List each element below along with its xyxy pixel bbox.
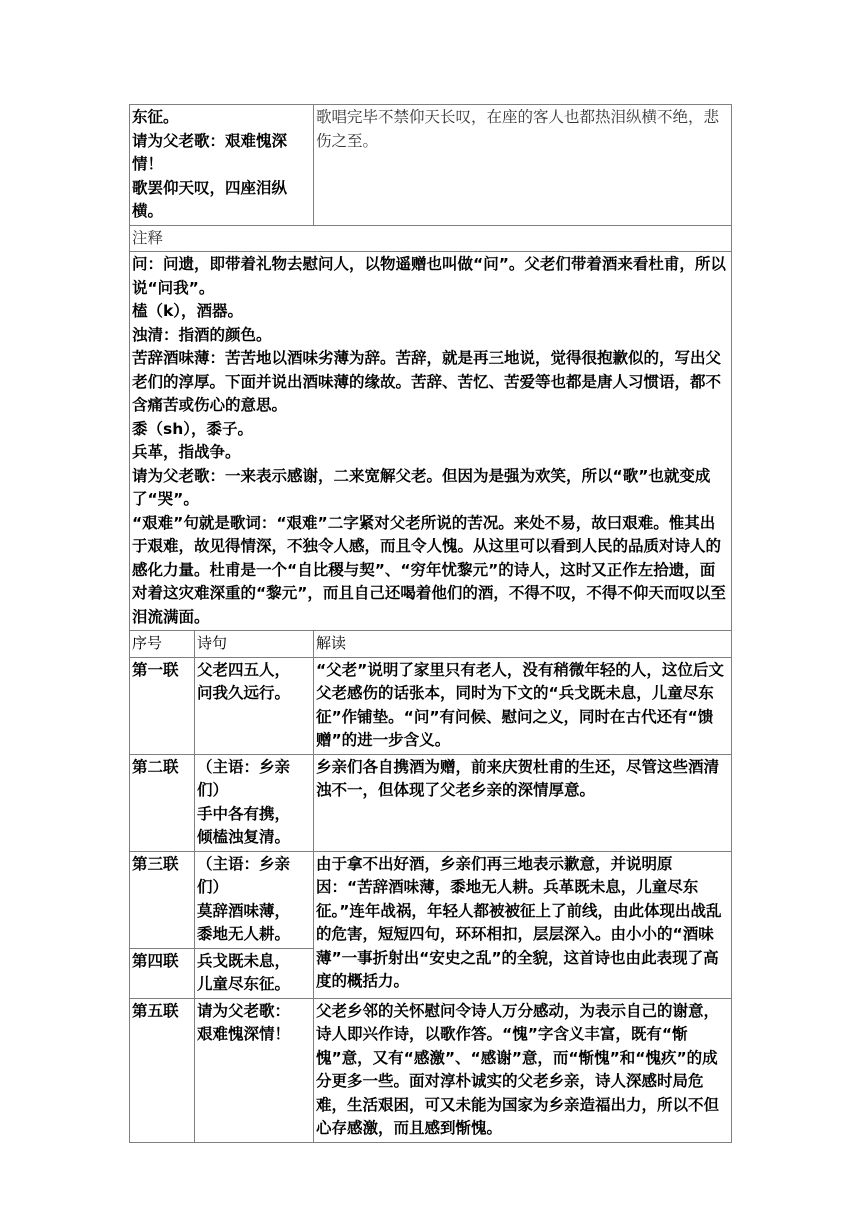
verse-line: 兵戈既未息， bbox=[197, 951, 291, 970]
verse-line: 请为父老歌：艰难愧深情！ bbox=[132, 131, 288, 173]
row-number: 第二联 bbox=[130, 754, 195, 851]
verse-cell bbox=[130, 105, 314, 226]
analysis-row bbox=[130, 754, 732, 851]
note-item: 请为父老歌：一来表示感谢，二来宽解父老。但因为是强为欢笑，所以“歌”也就变成了“哭”。 bbox=[132, 466, 711, 508]
row-number: 第三联 bbox=[130, 851, 195, 948]
document-page bbox=[129, 104, 731, 1143]
translation-cell: 歌唱完毕不禁仰天长叹，在座的客人也都热泪纵横不绝，悲伤之至。 bbox=[314, 105, 732, 226]
analysis-row bbox=[130, 657, 732, 754]
note-item: 问：问遗，即带着礼物去慰问人，以物遥赠也叫做“问”。父老们带着酒来看杜甫，所以说“问我”。 bbox=[132, 255, 726, 297]
row-reading: 父老乡邻的关怀慰问令诗人万分感动，为表示自己的谢意，诗人即兴作诗，以歌作答。“愧”字含义丰富，既有“惭愧”意，又有“感激”、“感谢”意，而“惭愧”和“愧疚”的成分更多一些。面对淳朴诚实的父老乡亲，诗人深感时局危难，生活艰困，可又未能为国家为乡亲造福出力，所以不但心存感激，而且感到惭愧。 bbox=[314, 998, 732, 1142]
verse-line: 父老四五人， bbox=[197, 660, 291, 679]
row-reading: “父老”说明了家里只有老人，没有稍微年轻的人，这位后文父老感伤的话张本，同时为下文的“兵戈既未息，儿童尽东征”作铺垫。“问”有问候、慰问之义，同时在古代还有“馈赠”的进一步含义。 bbox=[314, 657, 732, 754]
row-reading: 乡亲们各自携酒为赠，前来庆贺杜甫的生还，尽管这些酒清浊不一，但体现了父老乡亲的深情厚意。 bbox=[314, 754, 732, 851]
row-number: 第五联 bbox=[130, 998, 195, 1142]
verse-line: 儿童尽东征。 bbox=[197, 975, 291, 993]
notes-row bbox=[130, 252, 732, 631]
verse-line: （主语：乡亲们） bbox=[197, 757, 291, 799]
row-verse bbox=[195, 948, 314, 998]
row-verse bbox=[195, 851, 314, 948]
analysis-row bbox=[130, 998, 732, 1142]
notes-header: 注释 bbox=[130, 225, 732, 252]
row-number: 第一联 bbox=[130, 657, 195, 754]
verse-line: 手中各有携， bbox=[197, 804, 291, 823]
verse-line: （主语：乡亲们） bbox=[197, 854, 291, 896]
col-header-reading: 解读 bbox=[314, 631, 732, 658]
note-item: 黍（sh），黍子。 bbox=[132, 419, 254, 438]
row-number: 第四联 bbox=[130, 948, 195, 998]
translation-row bbox=[130, 105, 732, 226]
row-verse bbox=[195, 657, 314, 754]
analysis-row bbox=[130, 851, 732, 948]
verse-line: 黍地无人耕。 bbox=[197, 925, 291, 943]
row-verse bbox=[195, 754, 314, 851]
verse-line: 莫辞酒味薄， bbox=[197, 901, 291, 920]
note-item: “艰难”句就是歌词：“艰难”二字紧对父老所说的苦况。来处不易，故曰艰难。惟其出于艰难，故见得情深，不独令人感，而且令人愧。从这里可以看到人民的品质对诗人的感化力量。杜甫是一个“自比稷与契”、“穷年忧黎元”的诗人，这时又正作左拾遗，面对着这灾难深重的“黎元”，而且自己还喝着他们的酒，不得不叹，不得不仰天而叹以至泪流满面。 bbox=[132, 513, 726, 626]
notes-header-row bbox=[130, 225, 732, 252]
note-item: 苦辞酒味薄：苦苦地以酒味劣薄为辞。苦辞，就是再三地说，觉得很抱歉似的，写出父老们的淳厚。下面并说出酒味薄的缘故。苦辞、苦忆、苦爱等也都是唐人习惯语，都不含痛苦或伤心的意思。 bbox=[132, 349, 722, 414]
col-header-number: 序号 bbox=[130, 631, 195, 658]
col-header-verse: 诗句 bbox=[195, 631, 314, 658]
notes-cell bbox=[130, 252, 732, 631]
note-item: 浊清：指酒的颜色。 bbox=[132, 325, 272, 344]
note-item: 榼（k），酒器。 bbox=[132, 302, 244, 320]
row-verse bbox=[195, 998, 314, 1142]
verse-line: 问我久远行。 bbox=[197, 684, 291, 702]
note-item: 兵革，指战争。 bbox=[132, 443, 241, 461]
verse-line: 倾榼浊复清。 bbox=[197, 828, 291, 846]
analysis-header-row bbox=[130, 631, 732, 658]
verse-line: 艰难愧深情！ bbox=[197, 1025, 291, 1043]
verse-line: 歌罢仰天叹，四座泪纵横。 bbox=[132, 178, 288, 220]
verse-line: 请为父老歌： bbox=[197, 1001, 291, 1020]
row-reading: 由于拿不出好酒，乡亲们再三地表示歉意，并说明原因：“苦辞酒味薄，黍地无人耕。兵革既未息，儿童尽东征。”连年战祸，年轻人都被被征上了前线，由此体现出战乱的危害，短短四句，环环相扣，层层深入。由小小的“酒味薄”一事折射出“安史之乱”的全貌，这首诗也由此表现了高度的概括力。 bbox=[314, 851, 732, 998]
poem-table bbox=[129, 104, 732, 1143]
verse-line: 东征。 bbox=[132, 108, 179, 126]
